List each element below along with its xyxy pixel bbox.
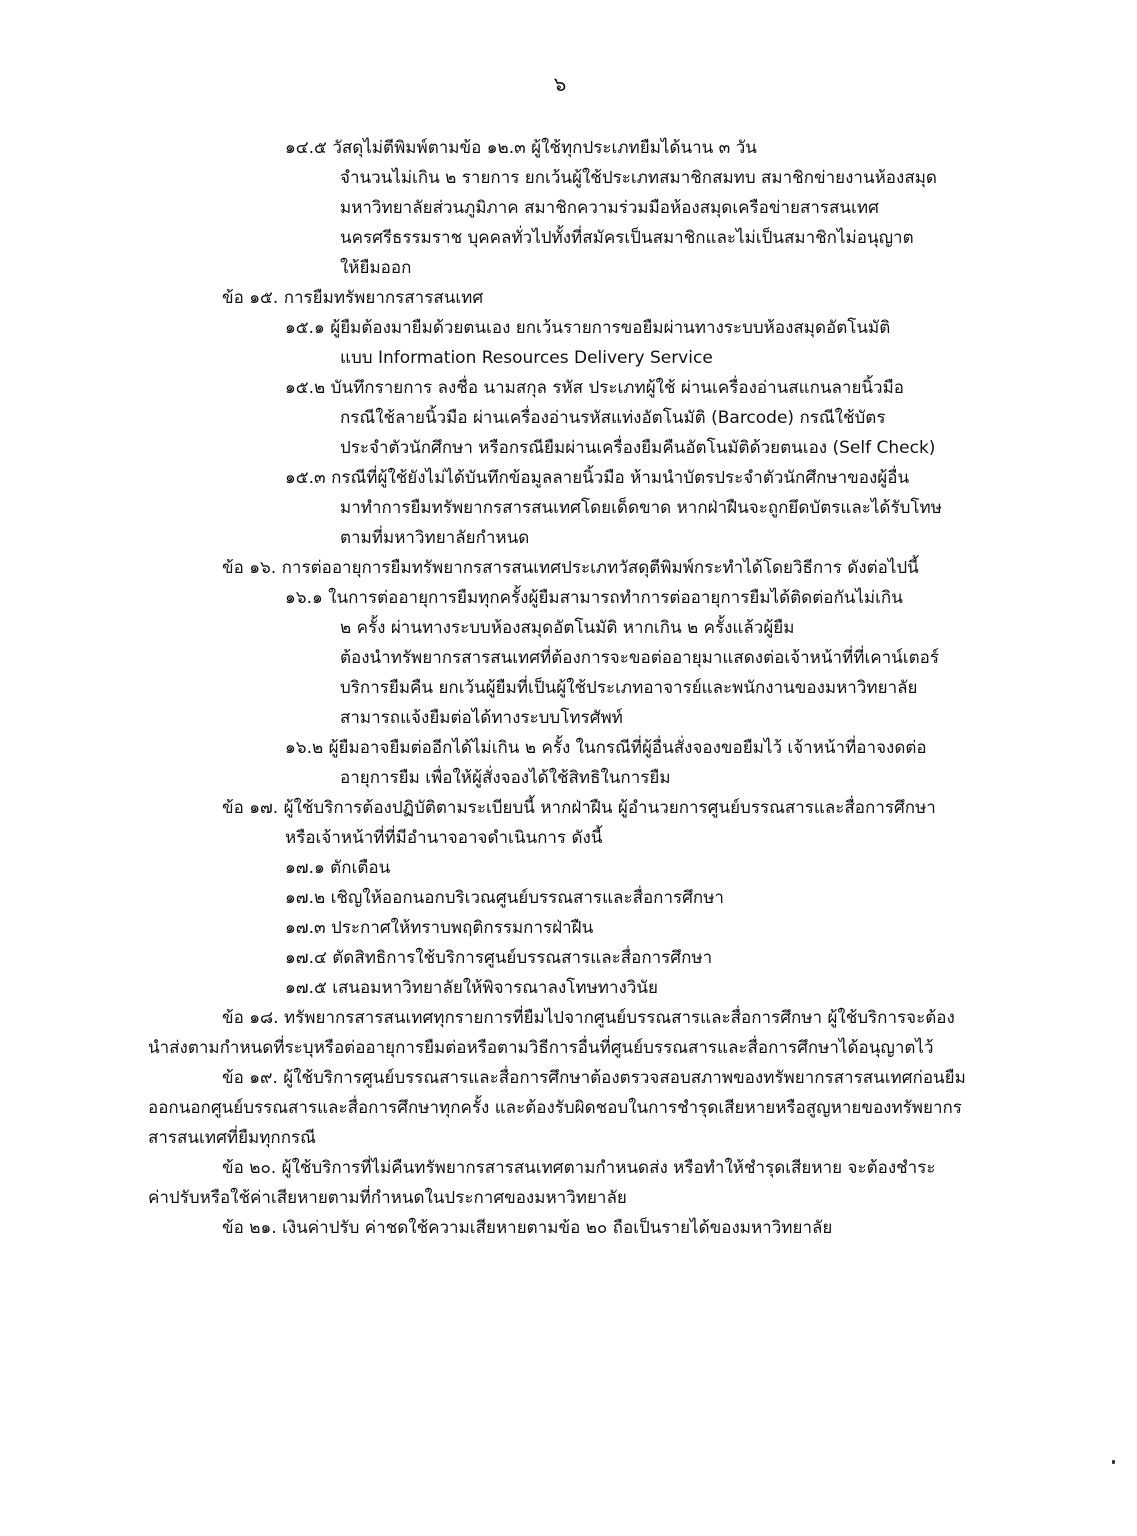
text-line: ออกนอกศูนย์บรรณสารและสื่อการศึกษาทุกครั้ง และต้องรับผิดชอบในการชำรุดเสียหายหรือสูญหายของทรัพยากร [148, 1098, 962, 1118]
text-line: มหาวิทยาลัยส่วนภูมิภาค สมาชิกความร่วมมือห้องสมุดเครือข่ายสารสนเทศ [340, 198, 879, 218]
text-line: ๑๕.๑ ผู้ยืมต้องมายืมด้วยตนเอง ยกเว้นรายการขอยืมผ่านทางระบบห้องสมุดอัตโนมัติ [285, 318, 891, 338]
text-line: หรือเจ้าหน้าที่ที่มีอำนาจอาจดำเนินการ ดังนี้ [285, 828, 603, 848]
text-line: ๒ ครั้ง ผ่านทางระบบห้องสมุดอัตโนมัติ หากเกิน ๒ ครั้งแล้วผู้ยืม [340, 618, 795, 638]
text-line: มาทำการยืมทรัพยากรสารสนเทศโดยเด็ดขาด หากฝ่าฝืนจะถูกยึดบัตรและได้รับโทษ [340, 498, 942, 518]
text-line: ๑๕.๒ บันทึกรายการ ลงชื่อ นามสกุล รหัส ประเภทผู้ใช้ ผ่านเครื่องอ่านสแกนลายนิ้วมือ [285, 378, 905, 398]
list-item: ๑๗.๑ ตักเตือน [285, 858, 391, 878]
list-item: ๑๗.๔ ตัดสิทธิการใช้บริการศูนย์บรรณสารและสื่อการศึกษา [285, 948, 713, 968]
section-heading: ข้อ ๒๐. ผู้ใช้บริการที่ไม่คืนทรัพยากรสารสนเทศตามกำหนดส่ง หรือทำให้ชำรุดเสียหาย จะต้องชำระ [222, 1158, 936, 1178]
list-item: ๑๗.๒ เชิญให้ออกนอกบริเวณศูนย์บรรณสารและสื่อการศึกษา [285, 888, 724, 908]
text-line: ๑๔.๕ วัสดุไม่ตีพิมพ์ตามข้อ ๑๒.๓ ผู้ใช้ทุกประเภทยืมได้นาน ๓ วัน [285, 138, 757, 158]
text-line: ให้ยืมออก [340, 258, 412, 278]
section-heading: ข้อ ๑๖. การต่ออายุการยืมทรัพยากรสารสนเทศประเภทวัสดุตีพิมพ์กระทำได้โดยวิธีการ ดังต่อไปนี้ [222, 558, 919, 578]
section-heading: ข้อ ๑๗. ผู้ใช้บริการต้องปฏิบัติตามระเบียบนี้ หากฝ่าฝืน ผู้อำนวยการศูนย์บรรณสารและสื่อการศึกษา [222, 798, 936, 818]
text-line: สารสนเทศที่ยืมทุกกรณี [148, 1128, 316, 1148]
section-heading: ข้อ ๑๕. การยืมทรัพยากรสารสนเทศ [222, 288, 484, 308]
text-line: กรณีใช้ลายนิ้วมือ ผ่านเครื่องอ่านรหัสแท่งอัตโนมัติ (Barcode) กรณีใช้บัตร [340, 408, 886, 428]
text-line: นำส่งตามกำหนดที่ระบุหรือต่ออายุการยืมต่อหรือตามวิธีการอื่นที่ศูนย์บรรณสารและสื่อการศึกษาได้อนุญาตไว้ [148, 1038, 934, 1058]
text-line: ประจำตัวนักศึกษา หรือกรณียืมผ่านเครื่องยืมคืนอัตโนมัติด้วยตนเอง (Self Check) [340, 438, 936, 458]
text-line: แบบ Information Resources Delivery Service [340, 348, 713, 368]
text-line: ต้องนำทรัพยากรสารสนเทศที่ต้องการจะขอต่ออายุมาแสดงต่อเจ้าหน้าที่ที่เคาน์เตอร์ [340, 648, 939, 668]
text-line: จำนวนไม่เกิน ๒ รายการ ยกเว้นผู้ใช้ประเภทสมาชิกสมทบ สมาชิกข่ายงานห้องสมุด [340, 168, 937, 188]
text-line: ๑๕.๓ กรณีที่ผู้ใช้ยังไม่ได้บันทึกข้อมูลลายนิ้วมือ ห้ามนำบัตรประจำตัวนักศึกษาของผู้อื่น [285, 468, 910, 488]
section-heading: ข้อ ๑๘. ทรัพยากรสารสนเทศทุกรายการที่ยืมไปจากศูนย์บรรณสารและสื่อการศึกษา ผู้ใช้บริการจะต้อง [222, 1008, 955, 1028]
scan-speck [1112, 1460, 1115, 1464]
list-item: ๑๗.๓ ประกาศให้ทราบพฤติกรรมการฝ่าฝืน [285, 918, 594, 938]
section-heading: ข้อ ๑๙. ผู้ใช้บริการศูนย์บรรณสารและสื่อการศึกษาต้องตรวจสอบสภาพของทรัพยากรสารสนเทศก่อนยืม [222, 1068, 966, 1088]
list-item: ๑๗.๕ เสนอมหาวิทยาลัยให้พิจารณาลงโทษทางวินัย [285, 978, 658, 998]
text-line: ตามที่มหาวิทยาลัยกำหนด [340, 528, 530, 548]
section-heading: ข้อ ๒๑. เงินค่าปรับ ค่าชดใช้ความเสียหายตามข้อ ๒๐ ถือเป็นรายได้ของมหาวิทยาลัย [222, 1218, 833, 1238]
text-line: บริการยืมคืน ยกเว้นผู้ยืมที่เป็นผู้ใช้ประเภทอาจารย์และพนักงานของมหาวิทยาลัย [340, 678, 918, 698]
text-line: ๑๖.๑ ในการต่ออายุการยืมทุกครั้งผู้ยืมสามารถทำการต่ออายุการยืมได้ติดต่อกันไม่เกิน [285, 588, 903, 608]
text-line: ค่าปรับหรือใช้ค่าเสียหายตามที่กำหนดในประกาศของมหาวิทยาลัย [148, 1188, 627, 1208]
text-line: ๑๖.๒ ผู้ยืมอาจยืมต่ออีกได้ไม่เกิน ๒ ครั้ง ในกรณีที่ผู้อื่นสั่งจองขอยืมไว้ เจ้าหน้าที่อาจงดต่อ [285, 738, 927, 758]
text-line: นครศรีธรรมราช บุคคลทั่วไปทั้งที่สมัครเป็นสมาชิกและไม่เป็นสมาชิกไม่อนุญาต [340, 228, 914, 248]
text-line: อายุการยืม เพื่อให้ผู้สั่งจองได้ใช้สิทธิในการยืม [340, 768, 671, 788]
page-number: ๖ [553, 72, 567, 96]
text-line: สามารถแจ้งยืมต่อได้ทางระบบโทรศัพท์ [340, 708, 623, 728]
